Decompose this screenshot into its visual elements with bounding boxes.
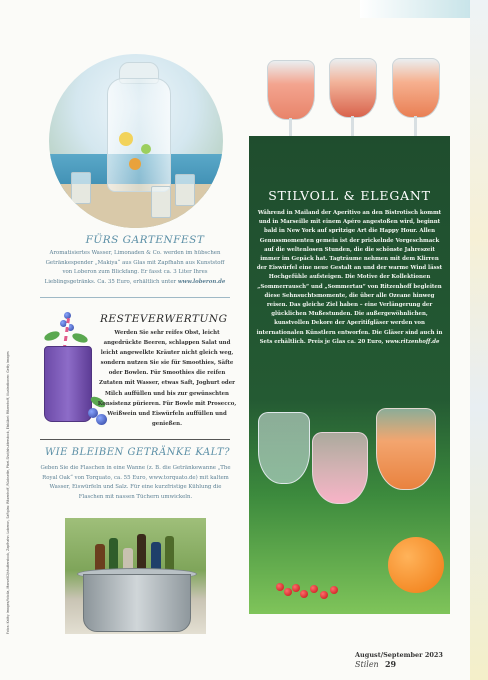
wine-glass-bowl bbox=[392, 58, 440, 118]
resteverwertung-heading: RESTEVERWERTUNG bbox=[100, 313, 228, 325]
lime-slice bbox=[141, 144, 151, 154]
drinking-glass bbox=[71, 172, 91, 204]
red-currant bbox=[320, 591, 328, 599]
decorated-glass bbox=[258, 412, 310, 484]
loberon-link[interactable]: www.loberon.de bbox=[177, 278, 226, 285]
decorated-glass bbox=[376, 408, 436, 490]
photo-credit: Fotos: Kathy Images/fotolia, Marsel82/shutterstock, Zapfhahn: Loberon, Saftglas: Ritzenhoff, Rückseite, Pixel-Shot/shutterstock, Eiskübel: Ritzenhoff, Illustrationen: Getty Images bbox=[6, 351, 10, 634]
smoothie-glass bbox=[44, 346, 92, 422]
wine-glass-bowl bbox=[267, 60, 315, 120]
divider bbox=[40, 439, 230, 440]
next-page-edge bbox=[470, 0, 488, 680]
magazine-brand: Stilen bbox=[355, 660, 379, 669]
issue-date: August/September 2023 bbox=[355, 651, 443, 659]
divider bbox=[40, 297, 230, 298]
mint-leaf bbox=[43, 330, 61, 343]
mint-leaf bbox=[71, 332, 89, 345]
red-currant bbox=[330, 586, 338, 594]
stilvoll-heading: STILVOLL & ELEGANT bbox=[268, 188, 431, 203]
wie-bleiben-heading: WIE BLEIBEN GETRÄNKE KALT? bbox=[44, 447, 231, 458]
fuers-gartenfest-text bbox=[40, 249, 230, 287]
red-currant bbox=[292, 584, 300, 592]
drinking-glass bbox=[175, 174, 195, 206]
red-currant bbox=[284, 588, 292, 596]
wine-glass-bowl bbox=[329, 58, 377, 118]
ritzenhoff-link[interactable]: www.ritzenhoff.de bbox=[385, 338, 440, 345]
fuers-gartenfest-body: Aromatisiertes Wasser, Limonaden & Co. werden im hübschen Getränkespender „Makiya“ aus Glas mit Zapfhahn aus Kunststoff von Loberon zum Blickfang. Er fasst ca. 3 Liter Ihres Lieblingsgetränks. Ca. 35 Euro, erhältlich unter bbox=[44, 250, 225, 285]
wie-bleiben-text: Geben Sie die Flaschen in eine Wanne (z. B. die Getränkewanne „The Royal Oak“ von Torquato, ca. 55 Euro, www.torquato.de) mit kaltem Wasser, Eiswürfeln und Salz. Für eine kurzfristige Kühlung die Flaschen mit nassen Tüchern umwickeln. bbox=[40, 465, 231, 501]
stilvoll-body: Während in Mailand der Aperitivo an den Bistrotisch kommt und in Marseille mit einem Apéro angestoßen wird, beginnt bald in New York auf spritzige Art die Happy Hour. Allen Genussmomenten gemein ist der prickelnde Vorgeschmack auf die weltenlosen Stunden, die die schönste Jahreszeit immer im Gepäck hat. Tagträume nehmen mit dem Klirren der Eiswürfel eine neue Gestalt an und der warme Wind lässt Hochgefühle aufsteigen. Die Motive der Kollektionen „Sommerrausch“ und „Sommertau“ von Ritzenhoff begleiten diese Sehnsuchtsmomente, die über alle Ozeane hinweg reisen. Das gleiche Ziel haben – eine Verlängerung der glücklichen Mußestunden. Die außergewöhnlichen, kunstvollen Dekore der Aperitifgläser werden von internationalen Künstlern entworfen. Die Gläser sind auch in Sets erhältlich. Preis je Glas ca. 20 Euro, bbox=[256, 210, 443, 345]
decorated-glass bbox=[312, 432, 368, 504]
glass-dispenser bbox=[107, 78, 171, 192]
resteverwertung-text: Werden Sie sehr reifes Obst, leicht angedrückte Beeren, schlappen Salat und leicht angewelkte Kräuter nicht gleich weg, sondern nutzen Sie sie für Smoothies, Säfte oder Bowlen. Für Smoothies die reifen Zutaten mit Wasser, etwas Saft, Joghurt oder Milch auffüllen und bis zur gewünschten Konsistenz pürieren. Für Bowle mit Prosecco, Weißwein und Eiswürfeln auffüllen und genießen. bbox=[97, 330, 237, 427]
red-currant bbox=[300, 590, 308, 598]
drinks-bucket-photo bbox=[65, 518, 206, 634]
red-currant bbox=[276, 583, 284, 591]
beverage-dispenser-photo bbox=[49, 54, 223, 228]
drinking-glass bbox=[151, 186, 171, 218]
orange-slice bbox=[129, 158, 141, 170]
stilvoll-text bbox=[256, 209, 443, 347]
red-currant bbox=[310, 585, 318, 593]
fuers-gartenfest-heading: FÜRS GARTENFEST bbox=[85, 234, 205, 246]
zinc-bucket bbox=[83, 574, 191, 632]
lemon-slice bbox=[119, 132, 133, 146]
page-number: 29 bbox=[384, 659, 397, 669]
page-footer bbox=[355, 651, 465, 669]
top-decoration bbox=[360, 0, 488, 18]
orange-fruit bbox=[388, 537, 444, 593]
